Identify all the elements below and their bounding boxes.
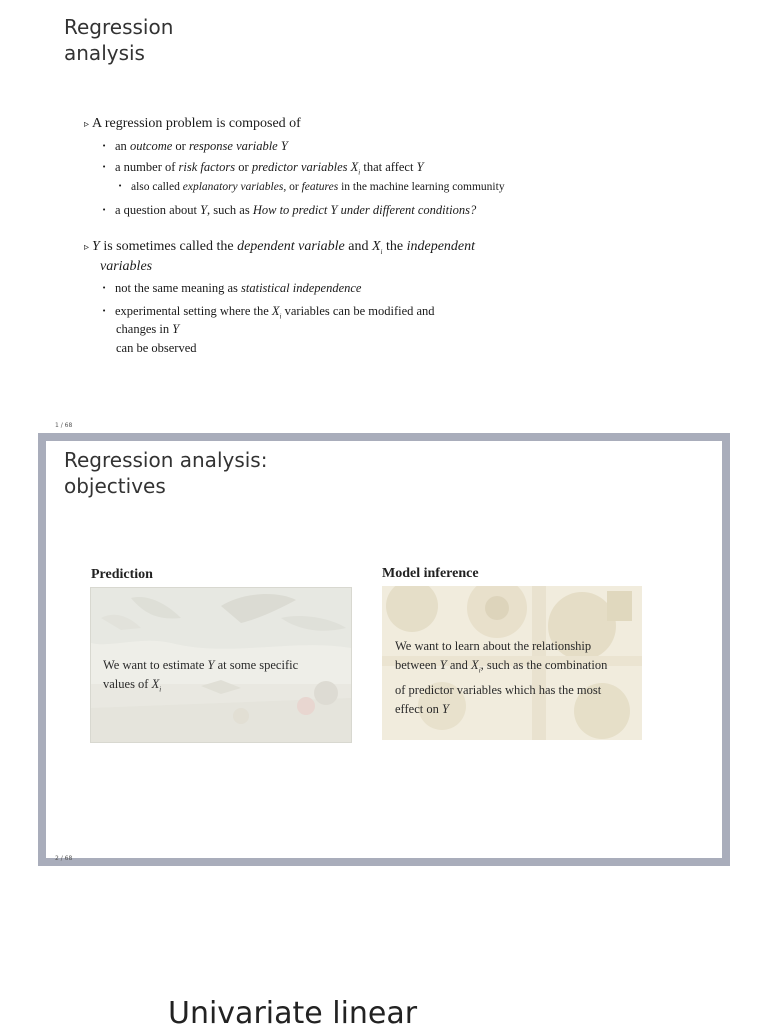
text-run: Y xyxy=(200,203,208,217)
text-run: X xyxy=(471,658,479,672)
text-run: response variable Y xyxy=(188,139,288,153)
text-run: statistical independence xyxy=(241,281,362,295)
text-run: Y xyxy=(439,658,447,672)
text-run: , such as the combination xyxy=(480,658,608,672)
slide1-page-number: 1 / 68 xyxy=(55,422,73,429)
text-run: and xyxy=(446,658,472,672)
subscript: i xyxy=(358,168,361,177)
text-run: or xyxy=(172,139,189,153)
text-run: Y xyxy=(172,322,180,336)
slide1-title-line1: Regression xyxy=(64,15,174,39)
bullet-2-2-cont1 xyxy=(116,322,179,337)
slide2-canvas xyxy=(46,441,722,858)
text-run: Y xyxy=(416,160,424,174)
text-run: between xyxy=(395,658,440,672)
prediction-text-line1 xyxy=(103,656,298,675)
text-run: not the same meaning as xyxy=(115,281,242,295)
text-run: Y xyxy=(207,658,215,672)
text-run: How to predict Y under different conditions? xyxy=(252,203,477,217)
text-run: an xyxy=(115,139,130,153)
text-run: in the machine learning community xyxy=(338,181,505,193)
bullet-2 xyxy=(84,239,475,256)
bullet-1-2-1 xyxy=(118,181,505,193)
text-run: variables xyxy=(100,259,153,274)
model-inference-text-line1: We want to learn about the relationship xyxy=(395,639,592,653)
bullet-2-2-cont2 xyxy=(116,341,197,356)
dot-bullet-icon: • xyxy=(102,284,107,292)
bullet-2-1 xyxy=(102,281,361,296)
bullet-2-cont xyxy=(100,259,152,275)
text-run: , such as xyxy=(207,203,253,217)
dot-bullet-icon: • xyxy=(102,163,107,171)
bullet-1-2 xyxy=(102,160,424,177)
text-run: predictor variables X xyxy=(251,160,359,174)
bullet-1 xyxy=(84,116,301,132)
text-run: dependent variable xyxy=(237,239,345,254)
text-run: the xyxy=(382,239,407,254)
text-run: Y xyxy=(441,701,449,716)
triangle-bullet-icon: ▹ xyxy=(84,119,90,130)
model-inference-heading: Model inference xyxy=(382,566,479,581)
text-run: explanatory variables, xyxy=(182,181,287,193)
bullet-1-text: A regression problem is composed of xyxy=(92,116,301,131)
slide1-title-line2: analysis xyxy=(64,41,145,65)
subscript: i xyxy=(279,312,282,321)
model-inference-text xyxy=(395,637,607,719)
model-inference-text-line2 xyxy=(395,656,607,681)
text-run: a number of xyxy=(115,160,179,174)
text-run: features xyxy=(301,181,339,193)
text-run: X xyxy=(271,304,280,318)
text-run: is sometimes called the xyxy=(99,239,238,254)
text-run: X xyxy=(371,239,381,254)
text-run: Y xyxy=(92,239,100,254)
dot-bullet-icon: • xyxy=(102,206,107,214)
text-run: that affect xyxy=(360,160,417,174)
subscript: i xyxy=(478,666,481,675)
text-run: X xyxy=(151,677,160,691)
text-run: also called xyxy=(131,181,183,193)
text-run: risk factors xyxy=(178,160,236,174)
dot-bullet-icon: • xyxy=(102,307,107,315)
text-run: changes in xyxy=(116,322,173,336)
subscript: i xyxy=(380,247,383,256)
slide1-title xyxy=(64,14,173,66)
triangle-bullet-icon: ▹ xyxy=(84,242,90,253)
text-run: a question about xyxy=(115,203,201,217)
model-inference-text-line4 xyxy=(395,700,607,719)
prediction-heading: Prediction xyxy=(91,567,153,582)
slide2-frame xyxy=(38,433,730,866)
dot-bullet-icon: • xyxy=(102,142,107,150)
text-run: at some specific xyxy=(214,658,299,672)
slide3-title: Univariate linear xyxy=(168,996,418,1031)
prediction-text-line2 xyxy=(103,675,298,700)
text-run: or xyxy=(286,181,302,193)
prediction-text xyxy=(103,656,298,700)
slide2-title-line2: objectives xyxy=(64,474,166,498)
model-inference-text-line3: of predictor variables which has the most xyxy=(395,682,602,697)
text-run: independent xyxy=(406,239,476,254)
text-run: experimental setting where the xyxy=(115,304,272,318)
bullet-1-1 xyxy=(102,139,288,154)
text-run: We want to estimate xyxy=(103,658,208,672)
text-run: outcome xyxy=(129,139,173,153)
text-run: effect on xyxy=(395,701,442,716)
slide2-title-line1: Regression analysis: xyxy=(64,448,268,472)
text-run: and xyxy=(344,239,372,254)
slide2-title xyxy=(64,447,267,499)
dot-bullet-icon: • xyxy=(118,182,123,190)
bullet-2-2 xyxy=(102,304,435,321)
text-run: variables can be modified and xyxy=(281,304,435,318)
text-run: or xyxy=(235,160,252,174)
text-run: can be observed xyxy=(116,341,197,355)
bullet-1-3 xyxy=(102,203,476,218)
text-run: values of xyxy=(103,677,152,691)
subscript: i xyxy=(159,685,162,694)
slide2-page-number: 2 / 68 xyxy=(55,855,73,862)
